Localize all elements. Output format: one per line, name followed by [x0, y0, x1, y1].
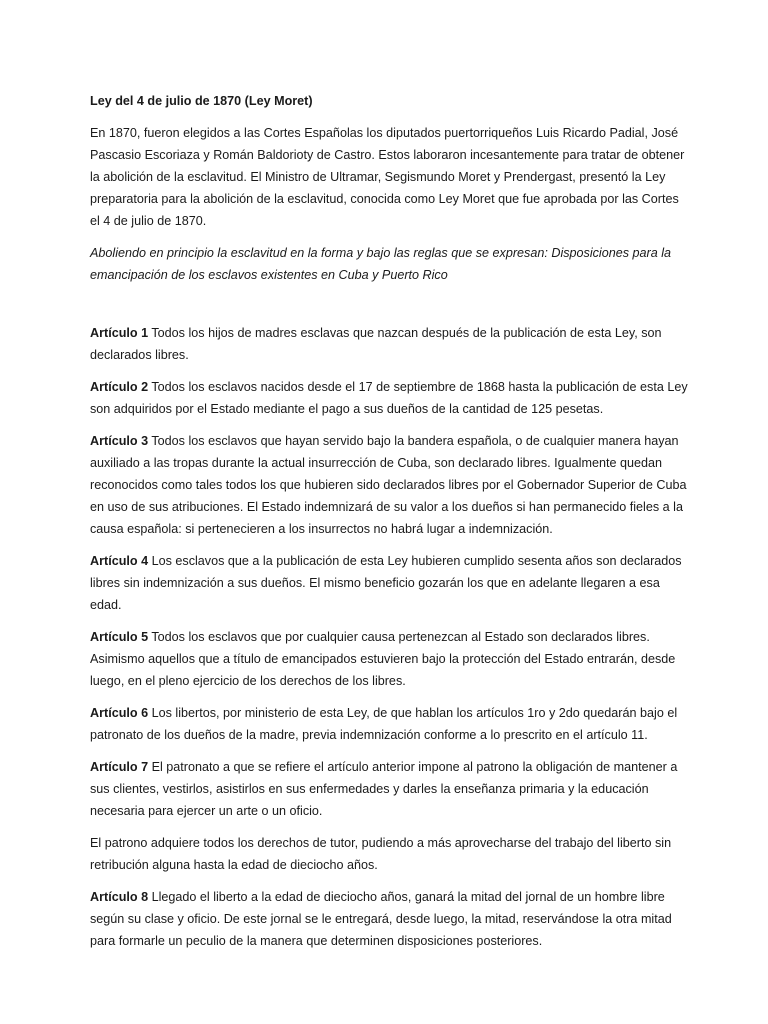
document-title: Ley del 4 de julio de 1870 (Ley Moret)	[90, 94, 313, 108]
article-6	[90, 702, 690, 746]
article-7	[90, 756, 690, 822]
article-label: Artículo 1	[90, 326, 149, 340]
article-3	[90, 430, 690, 540]
article-label: Artículo 7	[90, 760, 149, 774]
article-text: Los esclavos que a la publicación de esta Ley hubieren cumplido sesenta años son declarados libres sin indemnización a sus dueños. El mismo beneficio gozarán los que en adelante llegaren a esa edad.	[90, 554, 682, 612]
article-4	[90, 550, 690, 616]
article-text: Los libertos, por ministerio de esta Ley, de que hablan los artículos 1ro y 2do quedarán bajo el patronato de los dueños de la madre, previa indemnización conforme a lo prescrito en el artículo 11.	[90, 706, 678, 742]
spacer	[90, 296, 690, 322]
article-5	[90, 626, 690, 692]
article-label: Artículo 2	[90, 380, 149, 394]
article-label: Artículo 8	[90, 890, 149, 904]
article-text: Todos los esclavos que por cualquier causa pertenezcan al Estado son declarados libres. Asimismo aquellos que a título de emancipados estuvieren bajo la protección del Estado entrarán, desde luego, en el pleno ejercicio de los derechos de los libres.	[90, 630, 676, 688]
article-label: Artículo 5	[90, 630, 149, 644]
article-label: Artículo 6	[90, 706, 149, 720]
article-2	[90, 376, 690, 420]
article-text: Todos los esclavos nacidos desde el 17 de septiembre de 1868 hasta la publicación de esta Ley son adquiridos por el Estado mediante el pago a sus dueños de la cantidad de 125 pesetas.	[90, 380, 688, 416]
article-text: El patronato a que se refiere el artículo anterior impone al patrono la obligación de mantener a sus clientes, vestirlos, asistirlos en sus enfermedades y darles la enseñanza primaria y la educación necesaria para ejercer un arte o un oficio.	[90, 760, 678, 818]
article-text: Llegado el liberto a la edad de dieciocho años, ganará la mitad del jornal de un hombre libre según su clase y oficio. De este jornal se le entregará, desde luego, la mitad, reservándose la otra mitad para formarle un peculio de la manera que determinen disposiciones posteriores.	[90, 890, 672, 948]
article-text: Todos los esclavos que hayan servido bajo la bandera española, o de cualquier manera hayan auxiliado a las tropas durante la actual insurrección de Cuba, son declarado libres. Igualmente quedan reconocidos como tales todos los que hubieren sido declarados libres por el Gobernador Superior de Cuba en uso de sus atribuciones. El Estado indemnizará de su valor a los dueños si han permanecido fieles a la causa española: si pertenecieren a los insurrectos no habrá lugar a indemnización.	[90, 434, 687, 536]
document-page	[90, 90, 690, 962]
law-subtitle: Aboliendo en principio la esclavitud en la forma y bajo las reglas que se expresan: Disposiciones para la emancipación de los esclavos existentes en Cuba y Puerto Rico	[90, 246, 672, 282]
article-text: Todos los hijos de madres esclavas que nazcan después de la publicación de esta Ley, son declarados libres.	[90, 326, 662, 362]
article-1	[90, 322, 690, 366]
article-label: Artículo 4	[90, 554, 149, 568]
article-label: Artículo 3	[90, 434, 149, 448]
intro-paragraph: En 1870, fueron elegidos a las Cortes Españolas los diputados puertorriqueños Luis Ricardo Padial, José Pascasio Escoriaza y Román Baldorioty de Castro. Estos laboraron incesantemente para tratar de obtener la abolición de la esclavitud. El Ministro de Ultramar, Segismundo Moret y Prendergast, presentó la Ley preparatoria para la abolición de la esclavitud, conocida como Ley Moret que fue aprobada por las Cortes el 4 de julio de 1870.	[90, 126, 685, 228]
patrono-paragraph: El patrono adquiere todos los derechos de tutor, pudiendo a más aprovecharse del trabajo del liberto sin retribución alguna hasta la edad de dieciocho años.	[90, 836, 672, 872]
article-8	[90, 886, 690, 952]
